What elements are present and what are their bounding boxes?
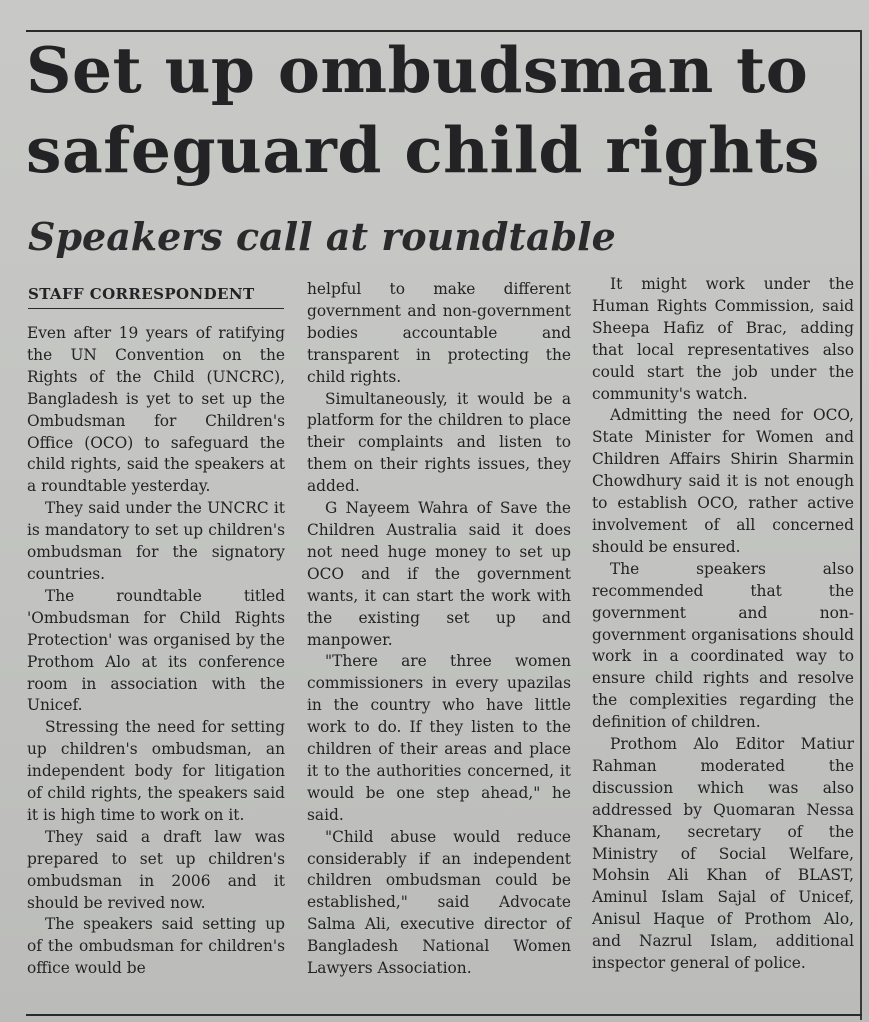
column-rule-right — [860, 30, 862, 1020]
article-column-2 — [307, 279, 571, 980]
bottom-rule — [26, 1014, 862, 1016]
paragraph: Simultaneously, it would be a platform for the children to place their complaints and listen to them on their rights issues, they added. — [307, 389, 571, 496]
article-column-1 — [27, 323, 285, 980]
paragraph: The roundtable titled 'Ombudsman for Child Rights Protection' was organised by the Prothom Alo at its conference room in association with the Unicef. — [27, 586, 285, 715]
paragraph: The speakers said setting up of the ombudsman for children's office would be — [27, 915, 285, 978]
paragraph: The speakers also recommended that the government and non- government organisations should work in a coordinated way to ensure child rights and resolve the complexities regarding the definition of children. — [592, 559, 854, 732]
paragraph: Stressing the need for setting up children's ombudsman, an independent body for litigation of child rights, the speakers said it is high time to work on it. — [27, 718, 285, 824]
paragraph: They said under the UNCRC it is mandatory to set up children's ombudsman for the signatory countries. — [27, 499, 285, 583]
paragraph: It might work under the Human Rights Commission, said Sheepa Hafiz of Brac, adding that local representatives also could start the job under the community's watch. — [592, 275, 854, 403]
paragraph: Admitting the need for OCO, State Minister for Women and Children Affairs Shirin Sharmin Chowdhury said it is not enough to establish OCO, rather active involvement of all concerned should be ensured. — [592, 406, 854, 556]
paragraph: Prothom Alo Editor Matiur Rahman moderated the discussion which was also addressed by Quomaran Nessa Khanam, secretary of the Ministry of Social Welfare, Mohsin Ali Khan of BLAST, Aminul Islam Sajal of Unicef, Anisul Haque of Prothom Alo, and Nazrul Islam, additional inspector general of police. — [592, 735, 854, 973]
paragraph: "There are three women commissioners in every upazilas in the country who have little work to do. If they listen to the children of their areas and place it to the authorities concerned, it would be one step ahead," he said. — [307, 652, 571, 824]
headline: Set up ombudsman to safeguard child rights — [26, 33, 820, 187]
paragraph: "Child abuse would reduce considerably if an independent children ombudsman could be established," said Advocate Salma Ali, executive director of Bangladesh National Women Lawyers Association. — [307, 827, 571, 978]
paragraph: They said a draft law was prepared to set up children's ombudsman in 2006 and it should be revived now. — [27, 827, 285, 912]
subheadline: Speakers call at roundtable — [28, 214, 616, 259]
paragraph: helpful to make different government and non-government bodies accountable and transparent in protecting the child rights. — [307, 280, 571, 386]
paragraph: Even after 19 years of ratifying the UN Convention on the Rights of the Child (UNCRC), Bangladesh is yet to set up the Ombudsman for Children's Office (OCO) to safeguard the child rights, said the speakers at a roundtable yesterday. — [27, 324, 285, 496]
article-column-3 — [592, 274, 854, 975]
paragraph: G Nayeem Wahra of Save the Children Australia said it does not need huge money to set up OCO and if the government wants, it can start the work with the existing set up and manpower. — [307, 499, 571, 649]
byline: STAFF CORRESPONDENT — [28, 284, 284, 309]
